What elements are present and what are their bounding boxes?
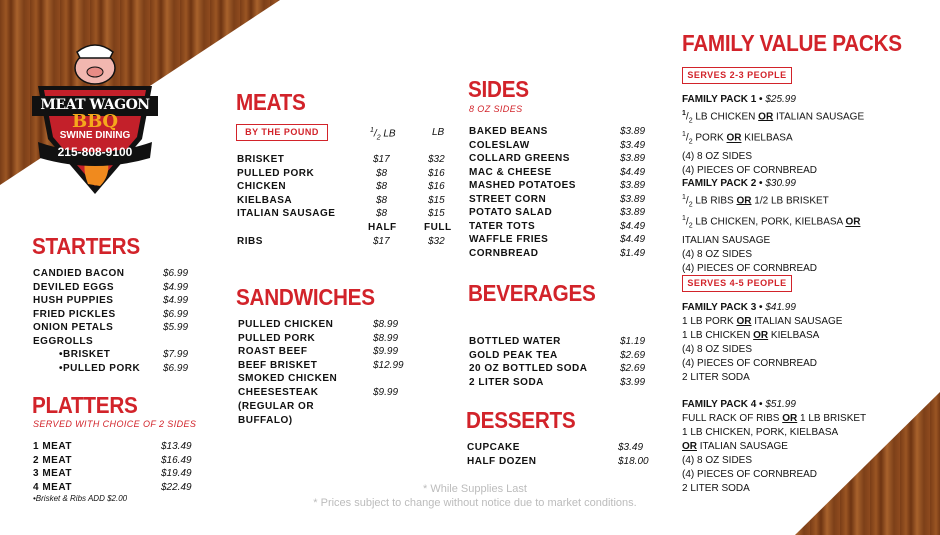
- item-price: $9.99: [373, 387, 399, 398]
- pack-line-text: PORK: [695, 132, 724, 144]
- list-item: [238, 415, 418, 428]
- full-price: $32: [428, 154, 445, 165]
- pack-line: (4) 8 OZ SIDES: [682, 455, 753, 466]
- list-item: [238, 360, 418, 373]
- sides-subtitle: 8 OZ SIDES: [469, 104, 523, 114]
- pack-line: $^1/_2$ PORK OR KIELBASA: [682, 131, 793, 146]
- list-item: [469, 207, 649, 220]
- list-item: [33, 336, 203, 349]
- item-name: COLESLAW: [469, 139, 530, 151]
- full-price: $16: [428, 167, 445, 179]
- or-text: OR: [758, 111, 774, 123]
- list-item: [33, 349, 203, 362]
- pack-line: ITALIAN SAUSAGE: [682, 234, 771, 246]
- item-price: $2.69: [620, 363, 646, 374]
- item-price: $3.49: [620, 139, 646, 151]
- pack-line: [682, 315, 842, 329]
- pack-line: $^1/_2$ LB CHICKEN, PORK, KIELBASA OR: [682, 215, 861, 230]
- list-item: [33, 268, 203, 281]
- list-item: [469, 194, 649, 207]
- pack-line: $^1/_2$ LB RIBS OR 1/2 LB BRISKET: [682, 194, 829, 209]
- item-price: $22.49: [161, 481, 192, 493]
- pack-line: 2 LITER SODA: [682, 483, 750, 494]
- lb-column-header: LB: [432, 127, 445, 138]
- full-price: $16: [428, 181, 445, 192]
- pack-line: (4) PIECES OF CORNBREAD: [682, 262, 818, 274]
- pack-line: $^1/_2$ LB CHICKEN OR ITALIAN SAUSAGE: [682, 110, 865, 125]
- list-item: [33, 309, 203, 322]
- fraction-numerator: 1: [682, 110, 686, 117]
- item-price: $3.89: [620, 207, 646, 218]
- or-text: OR: [726, 132, 742, 144]
- list-item: [469, 180, 649, 193]
- pack-price: $41.99: [765, 302, 796, 313]
- full-price: $15: [428, 208, 445, 219]
- pack-line: 2 LITER SODA: [682, 372, 750, 383]
- item-name: COLLARD GREENS: [469, 153, 570, 164]
- list-item: [469, 221, 649, 234]
- starters-list: [33, 268, 203, 378]
- item-name: BOTTLED WATER: [469, 336, 561, 347]
- item-price: $6.99: [163, 362, 189, 374]
- list-item: [33, 482, 203, 495]
- or-text: OR: [782, 413, 798, 424]
- list-item: [33, 322, 203, 335]
- desserts-list: [467, 442, 657, 470]
- list-item: [33, 282, 203, 295]
- fraction-denominator: 2: [688, 222, 693, 230]
- table-row: [237, 154, 452, 167]
- pack-line: (4) PIECES OF CORNBREAD: [682, 358, 818, 369]
- pack-header: [682, 301, 842, 315]
- fraction-denominator: 2: [688, 117, 693, 125]
- pack-line: [682, 440, 866, 454]
- list-item: [469, 153, 649, 166]
- list-item: [33, 363, 203, 376]
- supplies-disclaimer: * While Supplies Last: [423, 483, 527, 495]
- item-name: CHEESESTEAK: [238, 387, 319, 398]
- beverages-list: [469, 336, 649, 392]
- list-item: [469, 234, 649, 247]
- table-row: [237, 236, 452, 249]
- table-row: [237, 208, 452, 221]
- family-pack-3: [682, 301, 842, 385]
- or-text: OR: [753, 330, 769, 341]
- meats-title: MEATS: [236, 89, 306, 115]
- pack-line: (4) PIECES OF CORNBREAD: [682, 164, 818, 176]
- pack-name: FAMILY PACK 3 •: [682, 302, 763, 313]
- pack-line-text: ITALIAN SAUSAGE: [754, 316, 843, 327]
- pack-name: FAMILY PACK 4 •: [682, 399, 763, 410]
- fraction-denominator: 2: [688, 201, 693, 209]
- item-name: BUFFALO): [238, 415, 293, 426]
- half-price: $17: [373, 154, 390, 165]
- platters-title: PLATTERS: [32, 392, 138, 418]
- item-name: EGGROLLS: [33, 335, 94, 347]
- prices-disclaimer: * Prices subject to change without notice due to market conditions.: [313, 497, 637, 509]
- item-price: $6.99: [163, 308, 189, 320]
- list-item: [469, 140, 649, 153]
- logo-tagline: SWINE DINING: [59, 130, 131, 141]
- family-pack-4: [682, 398, 866, 496]
- item-price: $13.49: [161, 441, 192, 452]
- item-price: $18.00: [618, 455, 649, 467]
- item-name: MAC & CHEESE: [469, 166, 552, 178]
- list-item: [33, 455, 203, 468]
- full-price: $15: [428, 194, 445, 206]
- beverages-title: BEVERAGES: [468, 280, 596, 306]
- item-name: BRISKET: [237, 154, 285, 165]
- item-name: DEVILED EGGS: [33, 281, 115, 293]
- item-name: 3 MEAT: [33, 468, 72, 479]
- fraction-numerator: 1: [682, 131, 686, 139]
- table-row: [237, 195, 452, 208]
- pack-line-text: ITALIAN SAUSAGE: [699, 441, 788, 452]
- item-price: $3.89: [620, 193, 646, 205]
- list-item: [238, 387, 418, 400]
- or-text: OR: [845, 216, 861, 228]
- or-text: OR: [736, 195, 752, 207]
- item-price: $9.99: [373, 346, 399, 357]
- half-price: $8: [376, 181, 388, 192]
- pack-line-text: KIELBASA: [744, 132, 793, 144]
- pack-header: [682, 93, 864, 107]
- list-item: [238, 333, 418, 346]
- full-label: FULL: [424, 222, 452, 233]
- pack-line-text: ITALIAN SAUSAGE: [775, 111, 865, 123]
- logo-name: MEAT WAGON: [40, 97, 150, 113]
- pack-price: $30.99: [765, 178, 796, 189]
- item-price: $3.89: [620, 153, 646, 164]
- item-price: $6.99: [163, 268, 189, 279]
- full-price: $32: [428, 236, 445, 247]
- pack-line-text: 1 LB CHICKEN: [682, 330, 751, 341]
- sides-list: [469, 126, 649, 262]
- pack-line-text: LB CHICKEN, PORK, KIELBASA: [695, 216, 843, 228]
- item-price: $3.49: [618, 442, 644, 453]
- table-row: [237, 181, 452, 194]
- item-price: $3.89: [620, 180, 646, 191]
- list-item: [469, 377, 649, 390]
- item-name: GOLD PEAK TEA: [469, 349, 558, 361]
- item-name: HUSH PUPPIES: [33, 295, 114, 306]
- pack-price: $51.99: [765, 399, 796, 410]
- list-item: [469, 336, 649, 349]
- sides-title: SIDES: [468, 76, 529, 102]
- item-price: $16.49: [161, 454, 192, 466]
- pack-price: $25.99: [765, 94, 796, 105]
- item-price: $5.99: [163, 322, 189, 333]
- item-price: $4.99: [163, 281, 189, 293]
- pack-line: (4) 8 OZ SIDES: [682, 150, 753, 162]
- by-the-pound-label: BY THE POUND: [236, 124, 328, 141]
- item-price: $3.99: [620, 376, 646, 388]
- item-price: $1.19: [620, 336, 646, 347]
- list-item: [469, 126, 649, 139]
- list-item: [238, 319, 418, 332]
- item-name: CUPCAKE: [467, 442, 520, 453]
- half-label: HALF: [368, 222, 397, 233]
- family-pack-2: [682, 177, 860, 276]
- item-name: ROAST BEEF: [238, 346, 308, 357]
- list-item: [469, 167, 649, 180]
- list-item: [467, 442, 657, 455]
- item-name: •PULLED PORK: [59, 362, 141, 374]
- list-item: [33, 295, 203, 308]
- item-price: $4.49: [620, 166, 646, 178]
- platters-note: •Brisket & Ribs ADD $2.00: [33, 494, 128, 503]
- half-price: $8: [376, 167, 388, 179]
- logo-bbq: BBQ: [71, 111, 119, 132]
- item-name: BAKED BEANS: [469, 126, 548, 137]
- pack-line-text: LB CHICKEN: [695, 111, 756, 123]
- sandwiches-list: [238, 319, 418, 429]
- pack-line-text: LB RIBS: [695, 195, 734, 207]
- fraction-denominator: 2: [688, 138, 693, 146]
- item-name: 4 MEAT: [33, 481, 72, 493]
- list-item: [469, 350, 649, 363]
- item-price: $4.49: [620, 220, 646, 232]
- half-price: $8: [376, 208, 388, 219]
- list-item: [33, 468, 203, 481]
- item-name: ONION PETALS: [33, 322, 114, 333]
- logo-phone: 215-808-9100: [57, 145, 133, 159]
- fraction-numerator: 1: [370, 127, 374, 134]
- half-price: $17: [373, 236, 390, 247]
- fraction-numerator: 1: [682, 194, 686, 201]
- pack-line: [682, 329, 842, 343]
- item-name: CORNBREAD: [469, 247, 539, 259]
- item-name: (REGULAR OR: [238, 401, 315, 412]
- item-price: $4.49: [620, 234, 646, 245]
- item-name: CHICKEN: [237, 181, 287, 192]
- item-price: $12.99: [373, 359, 404, 371]
- item-price: $1.49: [620, 247, 646, 259]
- list-item: [467, 456, 657, 469]
- meats-list: [237, 154, 452, 254]
- list-item: [33, 441, 203, 454]
- item-name: MASHED POTATOES: [469, 180, 576, 191]
- platters-subtitle: SERVED WITH CHOICE OF 2 SIDES: [33, 419, 197, 429]
- list-item: [238, 401, 418, 414]
- list-item: [469, 248, 649, 261]
- serves-4-5-label: SERVES 4-5 PEOPLE: [682, 275, 792, 292]
- pack-line-text: FULL RACK OF RIBS: [682, 413, 780, 424]
- item-name: PULLED PORK: [237, 167, 315, 179]
- item-name: FRIED PICKLES: [33, 308, 116, 320]
- fraction-denominator: 2: [376, 134, 381, 142]
- table-row: [237, 168, 452, 181]
- item-name: PULLED PORK: [238, 332, 316, 344]
- list-item: [238, 346, 418, 359]
- or-text: OR: [736, 316, 752, 327]
- pack-line-text: 1/2 LB BRISKET: [754, 195, 829, 207]
- item-name: HALF DOZEN: [467, 455, 537, 467]
- pack-line: (4) 8 OZ SIDES: [682, 248, 753, 260]
- item-name: 2 MEAT: [33, 454, 72, 466]
- item-price: $3.89: [620, 126, 646, 137]
- item-name: POTATO SALAD: [469, 207, 553, 218]
- item-price: $7.99: [163, 349, 189, 360]
- half-lb-unit: LB: [383, 128, 396, 140]
- list-item: [238, 373, 418, 386]
- pack-line: 1 LB CHICKEN, PORK, KIELBASA: [682, 427, 839, 438]
- or-text: OR: [682, 441, 697, 452]
- pack-line: [682, 412, 866, 426]
- item-name: WAFFLE FRIES: [469, 234, 549, 245]
- item-name: ITALIAN SAUSAGE: [237, 208, 336, 219]
- item-name: KIELBASA: [237, 194, 293, 206]
- half-lb-column-header: $^1/_2$ LB: [370, 127, 396, 142]
- half-price: $8: [376, 194, 388, 206]
- family-packs-title: FAMILY VALUE PACKS: [682, 30, 902, 56]
- serves-2-3-label: SERVES 2-3 PEOPLE: [682, 67, 792, 84]
- family-pack-1: [682, 93, 864, 178]
- item-name: TATER TOTS: [469, 220, 536, 232]
- meat-wagon-logo: [30, 44, 160, 199]
- starters-title: STARTERS: [32, 233, 140, 259]
- desserts-title: DESSERTS: [466, 407, 576, 433]
- item-name: 2 LITER SODA: [469, 376, 544, 388]
- sandwiches-title: SANDWICHES: [236, 284, 375, 310]
- item-price: $19.49: [161, 468, 192, 479]
- pack-name: FAMILY PACK 1 •: [682, 94, 763, 105]
- pack-line: (4) 8 OZ SIDES: [682, 344, 753, 355]
- item-name: 1 MEAT: [33, 441, 72, 452]
- item-name: BEEF BRISKET: [238, 359, 318, 371]
- item-name: •BRISKET: [59, 349, 111, 360]
- item-name: SMOKED CHICKEN: [238, 373, 338, 384]
- pack-header: [682, 177, 860, 191]
- item-price: $8.99: [373, 332, 399, 344]
- fraction-numerator: 1: [682, 215, 686, 223]
- item-price: $2.69: [620, 349, 646, 361]
- pack-line: (4) PIECES OF CORNBREAD: [682, 469, 818, 480]
- list-item: [469, 363, 649, 376]
- pack-line-text: 1 LB PORK: [682, 316, 734, 327]
- ribs-column-labels: [237, 222, 452, 235]
- item-price: $8.99: [373, 319, 399, 330]
- pack-line-text: KIELBASA: [770, 330, 820, 341]
- pack-name: FAMILY PACK 2 •: [682, 178, 763, 189]
- item-name: PULLED CHICKEN: [238, 319, 334, 330]
- item-name: STREET CORN: [469, 193, 547, 205]
- pack-line-text: 1 LB BRISKET: [800, 413, 867, 424]
- item-name: CANDIED BACON: [33, 268, 125, 279]
- pack-header: [682, 398, 866, 412]
- platters-list: [33, 441, 203, 497]
- item-name: RIBS: [237, 236, 263, 247]
- item-name: 20 OZ BOTTLED SODA: [469, 363, 588, 374]
- item-price: $4.99: [163, 295, 189, 306]
